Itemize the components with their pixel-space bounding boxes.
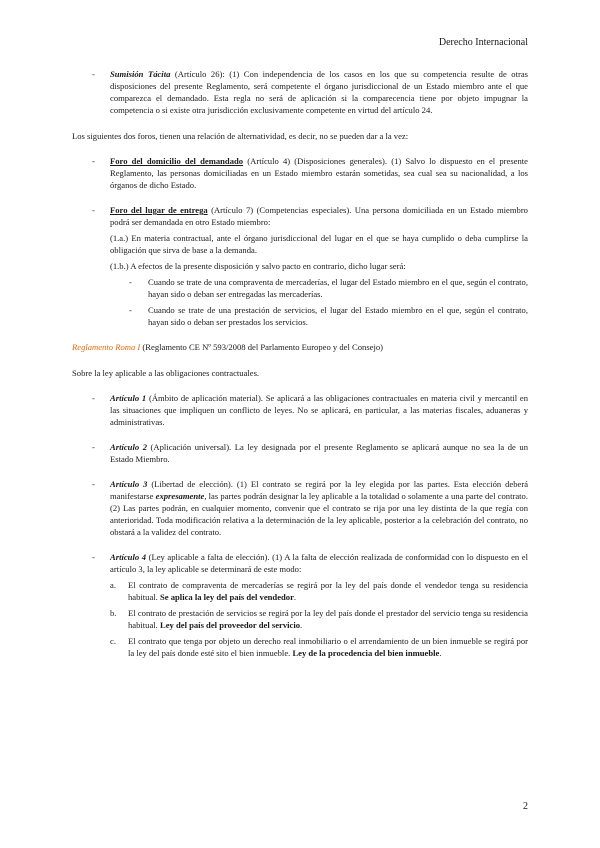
item-text: (Artículo 7) (Competencias especiales). Una persona domiciliada en un Estado miembro podrá ser demandada en otro Estado miembro: — [110, 205, 528, 227]
list-item — [72, 155, 528, 191]
sub-item-text: Cuando se trate de una prestación de servicios, el lugar del Estado miembro en el que, según el contrato, hayan sido o deban ser prestados los servicios. — [148, 305, 528, 327]
bullet-dash: - — [92, 393, 95, 403]
item-text: El contrato que tenga por objeto un derecho real inmobiliario o el arrendamiento de un bien inmueble se regirá por la ley del país donde esté sito el bien inmueble. — [128, 636, 528, 658]
sub-bullet-dash: - — [129, 305, 132, 315]
page-number: 2 — [523, 801, 528, 812]
bullet-dash: - — [92, 479, 95, 489]
list-item — [72, 68, 528, 116]
item-text: (Libertad de elección). (1) El contrato se regirá por la ley elegida por las partes. Esta elección deberá manifestarse — [110, 479, 529, 501]
sub-item-text: Cuando se trate de una compraventa de mercaderías, el lugar del Estado miembro en el que, según el contrato, hayan sido o deban ser entregadas las mercaderías. — [148, 277, 528, 299]
item-text: El contrato de prestación de servicios se regirá por la ley del país donde el prestador del servicio tenga su residencia habitual. — [128, 608, 528, 630]
regulation-heading — [72, 341, 528, 353]
bullet-dash: - — [92, 69, 95, 79]
sub-paragraph: (1.b.) A efectos de la presente disposición y salvo pacto en contrario, dicho lugar será: — [110, 261, 406, 271]
item-text: (Artículo 26): (1) Con independencia de los casos en los que su competencia resulte de otras disposiciones del presente Reglamento, será competente el órgano jurisdiccional de un Estado miembro ante el que comparezca el demandado. Esta regla no será de aplicación si la comparecencia tiene por objeto impugnar la competencia o si existe otra jurisdicción exclusivamente competente en virtud del artículo 24. — [110, 69, 528, 115]
item-text: (Aplicación universal). La ley designada por el presente Reglamento se aplicará aunque no sea la de un Estado Miembro. — [110, 442, 529, 464]
item-text: El contrato de compraventa de mercaderías se regirá por la ley del país donde el vendedor tenga su residencia habitual. — [128, 580, 528, 602]
item-letter: b. — [110, 608, 117, 618]
item-text: (Ley aplicable a falta de elección). (1) A la falta de elección realizada de conformidad con lo dispuesto en el artículo 3, la ley aplicable se determinará de este modo: — [110, 552, 528, 574]
item-letter: a. — [110, 580, 116, 590]
paragraph: Los siguientes dos foros, tienen una relación de alternatividad, es decir, no se pueden dar a la vez: — [72, 131, 409, 141]
lettered-item — [72, 607, 528, 631]
bullet-dash: - — [92, 156, 95, 166]
regulation-text: (Reglamento CE Nº 593/2008 del Parlamento Europeo y del Consejo) — [140, 342, 384, 352]
item-title: Sumisión Tácita — [110, 69, 171, 79]
item-bold: Se aplica la ley del país del vendedor — [159, 592, 294, 602]
item-text: , las partes podrán designar la ley aplicable a la totalidad o solamente a una parte del contrato. (2) Las partes podrán, en cualquier momento, convenir que el contrato se rija por una ley distinta de la que regía con anterioridad. Toda modificación relativa a la determinación de la ley aplicable, posterior a la celebración del contrato, no obstará a la validez del contrato. — [110, 491, 528, 537]
item-title: Artículo 1 — [110, 393, 147, 403]
lettered-item — [72, 579, 528, 603]
item-bold: Ley del país del proveedor del servicio — [159, 620, 301, 630]
paragraph: Sobre la ley aplicable a las obligaciones contractuales. — [72, 368, 260, 378]
item-end: . — [439, 648, 442, 658]
bullet-dash: - — [92, 442, 95, 452]
item-text: (Ámbito de aplicación material). Se aplicará a las obligaciones contractuales en materia civil y mercantil en las situaciones que impliquen un conflicto de leyes. No se aplicará, en particular, a las materias fiscales, aduaneras y administrativas. — [110, 393, 529, 427]
item-end: . — [300, 620, 303, 630]
regulation-link[interactable]: Reglamento Roma I — [72, 342, 141, 352]
lettered-item — [72, 635, 528, 659]
item-bold: Ley de la procedencia del bien inmueble — [292, 648, 440, 658]
page-content — [72, 68, 528, 659]
item-title: Artículo 2 — [110, 442, 147, 452]
sub-list-item — [72, 276, 528, 300]
bullet-dash: - — [92, 552, 95, 562]
bullet-dash: - — [92, 205, 95, 215]
list-item — [72, 392, 528, 428]
sub-paragraph: (1.a.) En materia contractual, ante el órgano jurisdiccional del lugar en el que se haya cumplido o deba cumplirse la obligación que sirva de base a la demanda. — [110, 233, 528, 255]
sub-bullet-dash: - — [129, 277, 132, 287]
list-item — [72, 478, 528, 538]
item-title: Foro del lugar de entrega — [110, 205, 208, 215]
item-title: Foro del domicilio del demandado — [110, 156, 244, 166]
item-title: Artículo 4 — [110, 552, 147, 562]
page-header: Derecho Internacional — [438, 37, 528, 48]
list-item — [72, 441, 528, 465]
sub-list-item — [72, 304, 528, 328]
item-end: . — [293, 592, 297, 602]
item-letter: c. — [110, 636, 116, 646]
item-text: (Artículo 4) (Disposiciones generales). (1) Salvo lo dispuesto en el presente Reglamento, las personas domiciliadas en un Estado miembro estarán sometidas, sea cual sea su nacionalidad, a los órganos de dicho Estado. — [110, 156, 528, 190]
list-item — [72, 551, 528, 575]
item-bold: expresamente — [155, 491, 205, 501]
list-item — [72, 204, 528, 228]
item-title: Artículo 3 — [110, 479, 148, 489]
